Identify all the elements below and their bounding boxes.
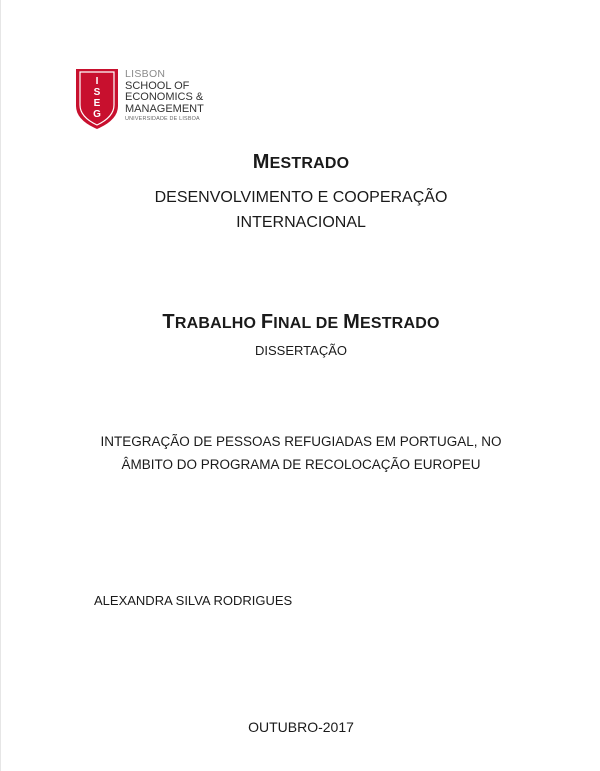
course-line-1: DESENVOLVIMENTO E COOPERAÇÃO — [154, 189, 448, 206]
thesis-title-line-1: INTEGRAÇÃO DE PESSOAS REFUGIADAS EM PORTUGAL, NO — [100, 434, 502, 449]
logo-line-school: SCHOOL OF — [125, 79, 190, 92]
logo-wordmark — [125, 69, 245, 124]
logo-line-lisbon: LISBON — [125, 68, 166, 80]
svg-text:G: G — [93, 109, 101, 120]
logo-line-university: UNIVERSIDADE DE LISBOA — [125, 116, 200, 122]
svg-text:E: E — [93, 98, 101, 109]
iseg-shield-icon — [75, 68, 119, 130]
submission-date: OUTUBRO-2017 — [248, 719, 354, 735]
thesis-title — [1, 430, 600, 476]
course-line-2: INTERNACIONAL — [236, 214, 366, 231]
author-name: ALEXANDRA SILVA RODRIGUES — [94, 593, 293, 608]
course-name — [1, 185, 600, 235]
thesis-title-line-2: ÂMBITO DO PROGRAMA DE RECOLOCAÇÃO EUROPEU — [121, 457, 481, 472]
work-title: TRABALHO FINAL DE MESTRADO — [162, 311, 440, 333]
svg-text:S: S — [93, 87, 101, 98]
degree-heading: MESTRADO — [252, 151, 350, 173]
iseg-logo — [75, 68, 245, 130]
logo-line-management: MANAGEMENT — [125, 102, 204, 115]
svg-text:I: I — [95, 76, 99, 87]
logo-line-economics: ECONOMICS & — [125, 91, 204, 103]
work-type: DISSERTAÇÃO — [255, 343, 347, 358]
